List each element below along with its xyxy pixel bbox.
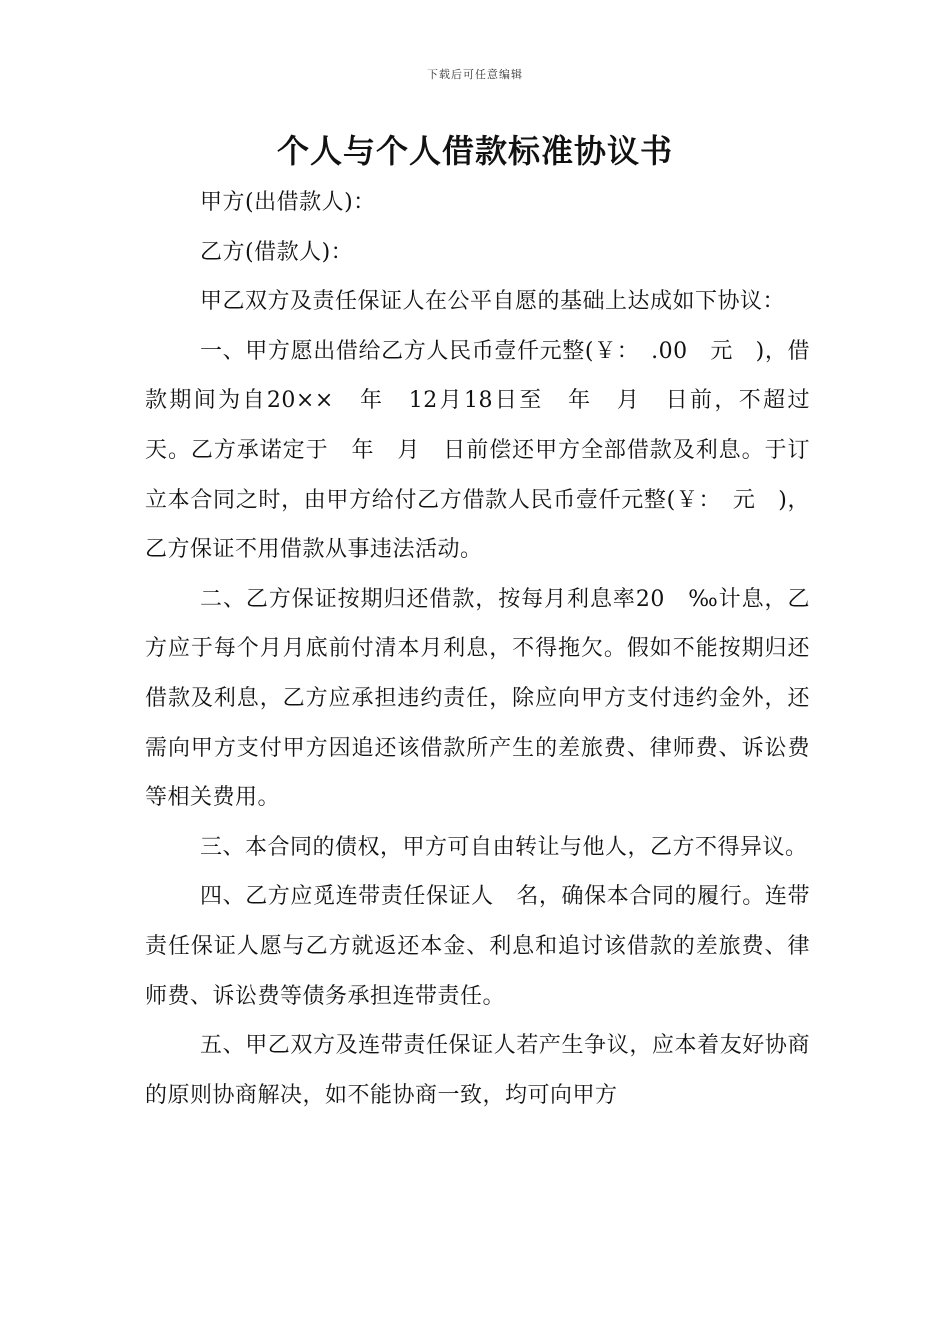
paragraph-clause-5: 五、甲乙双方及连带责任保证人若产生争议，应本着友好协商的原则协商解决，如不能协商一致，均可向甲方 [145,1033,810,1108]
header-note: 下载后可任意编辑 [427,68,523,81]
paragraph-intro: 甲乙双方及责任保证人在公平自愿的基础上达成如下协议： [200,289,786,315]
document-body [145,178,833,1120]
paragraph-clause-4: 四、乙方应觅连带责任保证人 名，确保本合同的履行。连带责任保证人愿与乙方就返还本金、利息和追讨该借款的差旅费、律师费、诉讼费等债务承担连带责任。 [145,884,810,1009]
party-a-line: 甲方(出借款人)： [200,190,376,215]
paragraph-clause-1: 一、甲方愿出借给乙方人民币壹仟元整(￥： .00 元 )，借款期间为自20×× 年 12月18日至 年 月 日前，不超过 天。乙方承诺定于 年 月 日前偿还甲方全部借款及利息。于订立本合同之时，由甲方给付乙方借款人民币壹仟元整(￥： 元 )，乙方保证不用借款从事违法活动。 [145,338,833,563]
paragraph-clause-2: 二、乙方保证按期归还借款，按每月利息率20 ‰计息，乙方应于每个月月底前付清本月利息，不得拖欠。假如不能按期归还借款及利息，乙方应承担违约责任，除应向甲方支付违约金外，还需向甲方支付甲方因追还该借款所产生的差旅费、律师费、诉讼费等相关费用。 [145,586,810,811]
party-b-line: 乙方(借款人)： [200,239,354,265]
document-title: 个人与个人借款标准协议书 [276,132,673,170]
paragraph-clause-3: 三、本合同的债权，甲方可自由转让与他人，乙方不得异议。 [200,834,808,860]
